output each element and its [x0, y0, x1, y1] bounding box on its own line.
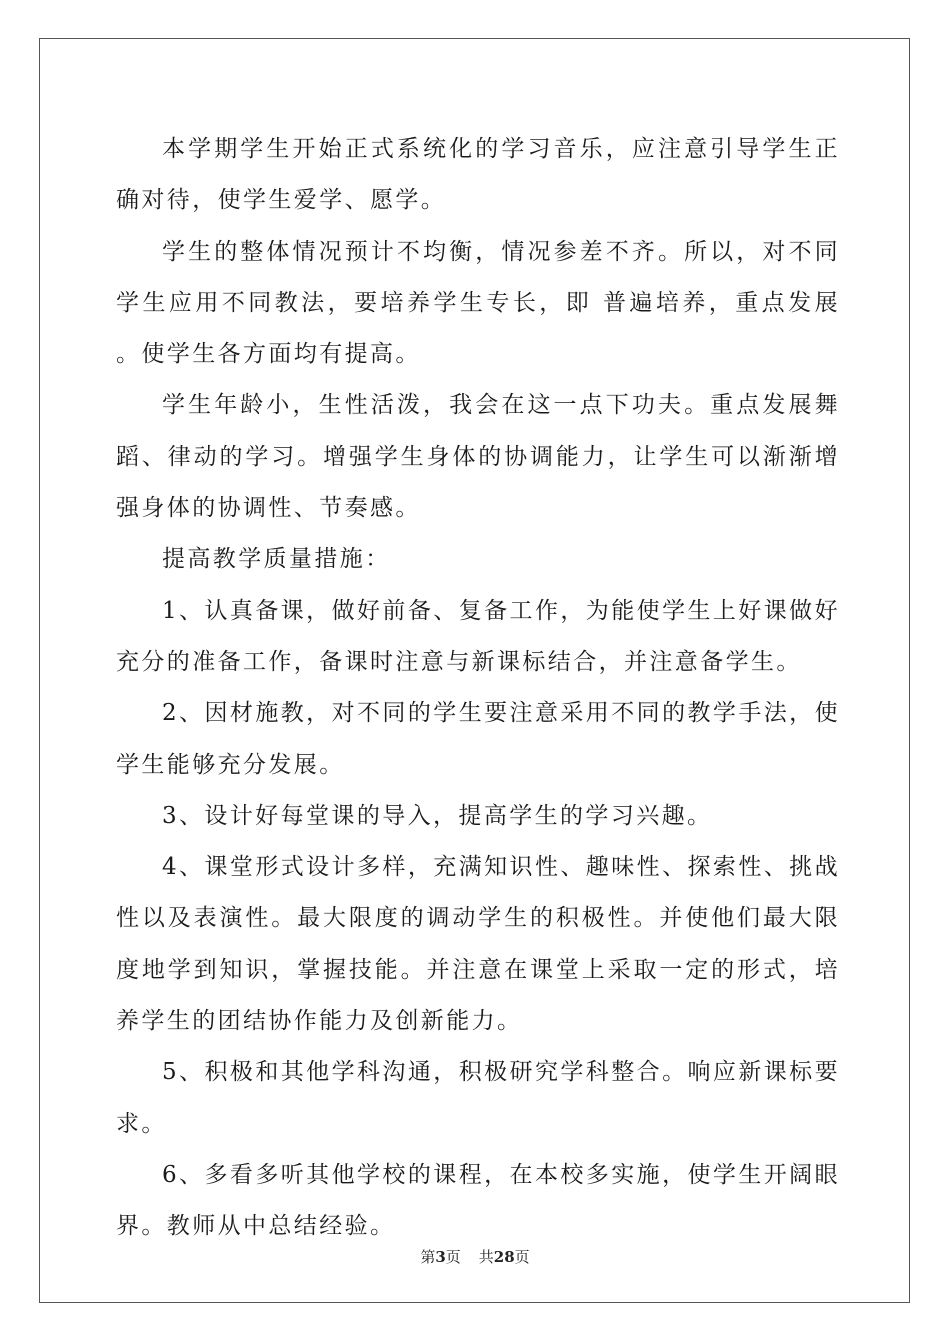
total-suffix: 页: [514, 1248, 530, 1266]
page-prefix: 第: [420, 1248, 436, 1266]
paragraph: 学生年龄小，生性活泼，我会在这一点下功夫。重点发展舞蹈、律动的学习。增强学生身体的协调能力，让学生可以渐渐增强身体的协调性、节奏感。: [116, 392, 840, 522]
total-prefix: 共: [478, 1248, 494, 1266]
list-item: 3、设计好每堂课的导入，提高学生的学习兴趣。: [162, 802, 713, 829]
list-item: 2、因材施教，对不同的学生要注意采用不同的教学手法，使学生能够充分发展。: [116, 700, 840, 778]
page-suffix: 页: [445, 1248, 461, 1266]
list-item: 5、积极和其他学科沟通，积极研究学科整合。响应新课标要求。: [116, 1059, 840, 1137]
total-pages: 28: [493, 1248, 515, 1266]
list-item: 4、课堂形式设计多样，充满知识性、趣味性、探索性、挑战性以及表演性。最大限度的调动学生的积极性。并使他们最大限度地学到知识，掌握技能。并注意在课堂上采取一定的形式，培养学生的团结协作能力及创新能力。: [116, 854, 840, 1035]
list-item: 6、多看多听其他学校的课程，在本校多实施，使学生开阔眼界。教师从中总结经验。: [116, 1161, 840, 1240]
section-heading: 提高教学质量措施：: [162, 546, 391, 573]
paragraph: 本学期学生开始正式系统化的学习音乐，应注意引导学生正确对待，使学生爱学、愿学。: [116, 136, 840, 214]
list-item: 1、认真备课，做好前备、复备工作，为能使学生上好课做好充分的准备工作，备课时注意与新课标结合，并注意备学生。: [116, 597, 840, 675]
page-number: 3: [435, 1248, 446, 1266]
page-footer: [0, 1248, 950, 1266]
paragraph: 学生的整体情况预计不均衡，情况参差不齐。所以，对不同学生应用不同教法，要培养学生专长，即 普遍培养，重点发展 。使学生各方面均有提高。: [116, 238, 850, 368]
document-body: [116, 124, 850, 1253]
